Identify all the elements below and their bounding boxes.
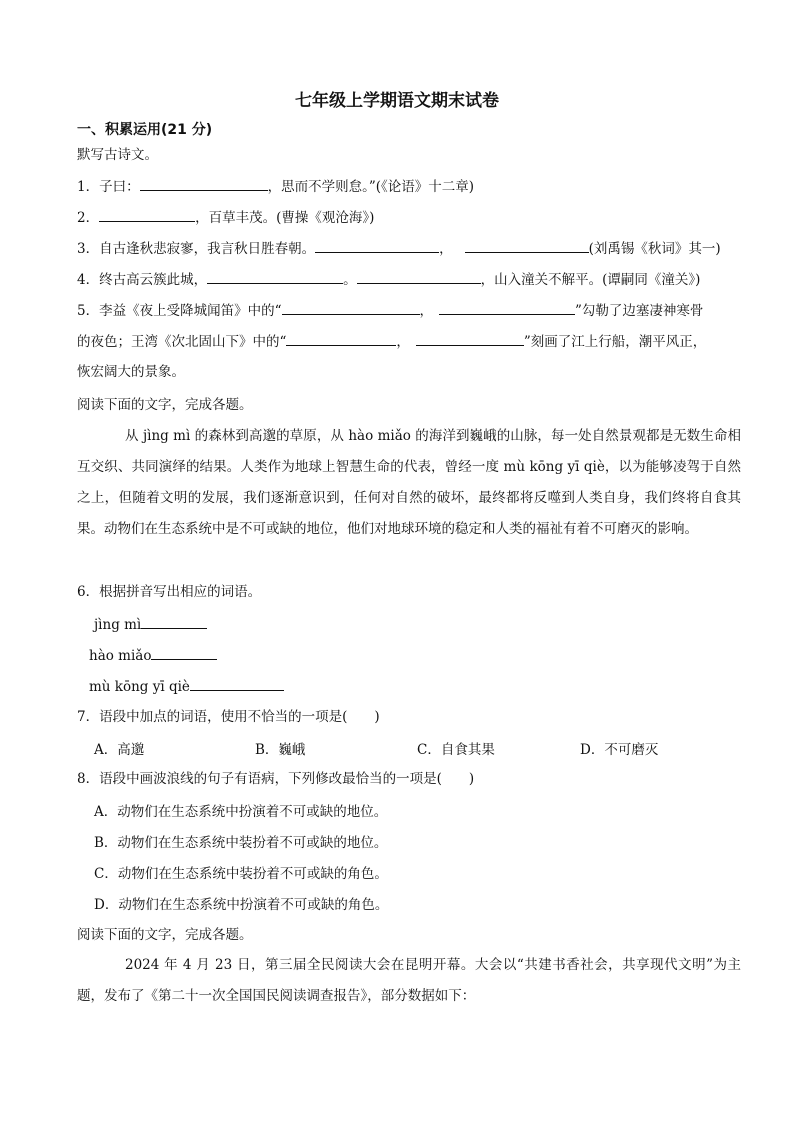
reading-instruction: 阅读下面的文字，完成各题。	[77, 397, 253, 413]
q7-option-d[interactable]: D．不可磨灭	[580, 742, 659, 758]
q8-option-c[interactable]: C．动物们在生态系统中装扮着不可或缺的角色。	[94, 866, 388, 882]
q8-option-d[interactable]: D．动物们在生态系统中扮演着不可或缺的角色。	[94, 897, 389, 913]
q7-option-b[interactable]: B．巍峨	[255, 742, 306, 758]
q8-option-a[interactable]: A．动物们在生态系统中扮演着不可或缺的地位。	[94, 804, 388, 820]
q7-option-c[interactable]: C．自食其果	[417, 742, 495, 758]
q5-text-f: ”刻画了江上行船，潮平风正，	[523, 334, 707, 350]
q5-text-c: ”勾勒了边塞凄神寒骨	[575, 303, 704, 319]
answer-blank[interactable]	[315, 238, 439, 253]
answer-blank[interactable]	[141, 614, 207, 629]
q8-option-b[interactable]: B．动物们在生态系统中装扮着不可或缺的地位。	[94, 835, 388, 851]
question-5-line1	[77, 300, 703, 321]
q1-text-a: 1．子曰：	[77, 179, 140, 195]
question-3	[77, 238, 721, 259]
q4-text-c: ，山入潼关不解平。(谭嗣同《潼关》)	[480, 272, 701, 288]
answer-blank[interactable]	[207, 269, 343, 284]
question-4	[77, 269, 700, 290]
section-heading: 一、积累运用(21 分)	[77, 122, 213, 138]
q4-text-a: 4．终古高云簇此城，	[77, 272, 208, 288]
pinyin-text: hào miǎo	[89, 648, 152, 664]
answer-blank[interactable]	[99, 207, 195, 222]
pinyin-text: mù kōng yī qiè	[89, 679, 190, 695]
exam-title: 七年级上学期语文期末试卷	[295, 91, 499, 111]
pinyin-item	[89, 676, 284, 697]
q2-text-a: 2．	[77, 210, 100, 226]
q4-text-b: 。	[343, 272, 357, 288]
pinyin-item	[94, 614, 207, 635]
q5-text-e: ，	[396, 334, 410, 350]
answer-blank[interactable]	[416, 331, 524, 346]
question-5-line3: 恢宏阔大的景象。	[77, 364, 185, 380]
instruction: 默写古诗文。	[77, 147, 158, 163]
reading-instruction: 阅读下面的文字，完成各题。	[77, 927, 253, 943]
answer-blank[interactable]	[286, 331, 396, 346]
q5-text-a: 5．李益《夜上受降城闻笛》中的“	[77, 303, 282, 319]
answer-blank[interactable]	[151, 645, 217, 660]
q7-option-a[interactable]: A．高邈	[94, 742, 145, 758]
answer-blank[interactable]	[465, 238, 589, 253]
question-5-line2	[77, 331, 706, 352]
answer-blank[interactable]	[190, 676, 284, 691]
q3-text-c: (刘禹锡《秋词》其一)	[588, 241, 721, 257]
q1-text-b: ，思而不学则怠。”(《论语》十二章)	[267, 179, 475, 195]
answer-blank[interactable]	[282, 300, 420, 315]
question-1	[77, 176, 474, 197]
question-8: 8．语段中画波浪线的句子有语病，下列修改最恰当的一项是( )	[77, 771, 475, 787]
q3-text-a: 3．自古逢秋悲寂寥，我言秋日胜春朝。	[77, 241, 316, 257]
pinyin-item	[89, 645, 217, 666]
q2-text-b: ，百草丰茂。(曹操《观沧海》)	[195, 210, 375, 226]
question-6: 6．根据拼音写出相应的词语。	[77, 584, 262, 600]
question-7: 7．语段中加点的词语，使用不恰当的一项是( )	[77, 709, 380, 725]
q5-text-d: 的夜色；王湾《次北固山下》中的“	[77, 334, 287, 350]
question-2	[77, 207, 374, 228]
answer-blank[interactable]	[357, 269, 481, 284]
q3-text-b: ，	[439, 241, 453, 257]
q5-text-b: ，	[419, 303, 433, 319]
answer-blank[interactable]	[439, 300, 575, 315]
answer-blank[interactable]	[140, 176, 268, 191]
reading-passage-2: 2024 年 4 月 23 日，第三届全民阅读大会在昆明开幕。大会以“共建书香社会，共享现代文明”为主题，发布了《第二十一次全国国民阅读调查报告》，部分数据如下：	[77, 957, 741, 1004]
pinyin-text: jìng mì	[94, 617, 142, 633]
reading-passage-1: 从 jìng mì 的森林到高邈的草原，从 hào miǎo 的海洋到巍峨的山脉，每一处自然景观都是无数生命相互交织、共同演绎的结果。人类作为地球上智慧生命的代表，曾经一度 mù kōng yī qiè，以为能够凌驾于自然之上，但随着文明的发展，我们逐渐意识到，任何对自然的破坏，最终都将反噬到人类自身，我们终将自食其果。动物们在生态系统中是不可或缺的地位，他们对地球环境的稳定和人类的福祉有着不可磨灭的影响。	[77, 428, 741, 537]
